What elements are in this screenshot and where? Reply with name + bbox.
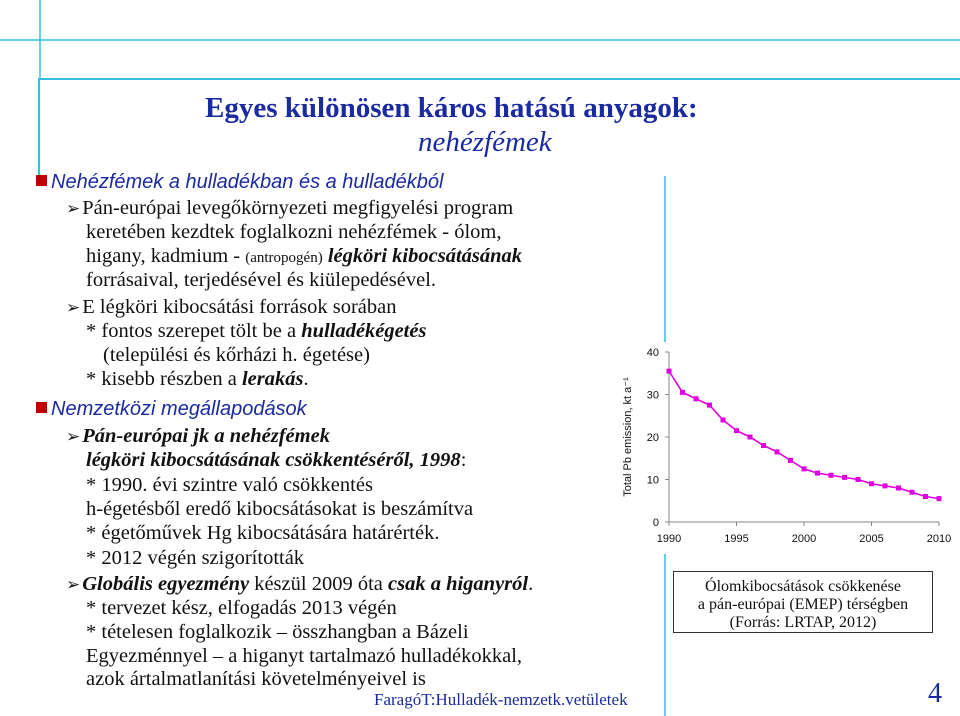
p3-line5: * égetőművek Hg kibocsátására határérték. bbox=[86, 522, 440, 544]
arrow-bullet-icon: ➢ bbox=[66, 298, 81, 318]
y-tick-label: 40 bbox=[646, 347, 659, 359]
section2-heading: Nemzetközi megállapodások bbox=[51, 398, 307, 420]
caption-line1: Ólomkibocsátások csökkenése bbox=[705, 578, 901, 595]
footer-text: FaragóT:Hulladék-nemzetk.vetületek bbox=[374, 690, 628, 709]
square-bullet-icon bbox=[36, 402, 47, 413]
data-point bbox=[937, 496, 942, 501]
data-point bbox=[761, 443, 766, 448]
data-point bbox=[923, 494, 928, 499]
p2-line2: * fontos szerepet tölt be a hulladékégetés bbox=[86, 320, 427, 342]
x-tick-label: 2010 bbox=[926, 533, 952, 545]
y-axis-label: Total Pb emission, kt a⁻¹ bbox=[622, 377, 634, 497]
data-point bbox=[910, 490, 915, 495]
arrow-bullet-icon: ➢ bbox=[66, 199, 81, 219]
data-point bbox=[707, 403, 712, 408]
y-tick-label: 20 bbox=[646, 432, 659, 444]
data-point bbox=[721, 418, 726, 423]
x-tick-label: 1990 bbox=[656, 533, 682, 545]
p4-line4: Egyezménnyel – a higanyt tartalmazó hulladékokkal, bbox=[86, 645, 523, 667]
p1-line2: keretében kezdtek foglalkozni nehézfémek - ólom, bbox=[86, 221, 502, 243]
p3-line3: * 1990. évi szintre való csökkentés bbox=[86, 474, 373, 496]
section1-heading-row bbox=[36, 171, 444, 193]
data-point bbox=[869, 481, 874, 486]
data-point bbox=[694, 396, 699, 401]
chart-svg bbox=[617, 342, 957, 554]
p4-line3: * tételesen foglalkozik – összhangban a Bázeli bbox=[86, 621, 469, 643]
page-number: 4 bbox=[928, 678, 942, 709]
data-point bbox=[680, 390, 685, 395]
slide-title: Egyes különösen káros hatású anyagok: bbox=[205, 92, 698, 124]
slide-subtitle: nehézfémek bbox=[418, 126, 552, 158]
data-point bbox=[775, 449, 780, 454]
data-point bbox=[815, 471, 820, 476]
p3-line6: * 2012 végén szigorították bbox=[86, 547, 305, 569]
y-tick-label: 10 bbox=[646, 474, 659, 487]
pb-emission-chart bbox=[617, 342, 957, 554]
data-point bbox=[829, 473, 834, 478]
p4-line5: azok ártalmatlanítási követelményeivel is bbox=[86, 668, 426, 690]
x-tick-label: 2005 bbox=[859, 533, 884, 545]
data-point bbox=[734, 428, 739, 433]
p2-line4: * kisebb részben a lerakás. bbox=[86, 368, 309, 390]
x-tick-label: 2000 bbox=[791, 533, 817, 545]
p2-line1: ➢E légköri kibocsátási források sorában bbox=[66, 296, 397, 318]
p3-line4: h-égetésből eredő kibocsátásokat is beszámítva bbox=[86, 498, 474, 520]
data-point bbox=[802, 466, 807, 471]
data-point bbox=[748, 435, 753, 440]
arrow-bullet-icon: ➢ bbox=[66, 427, 81, 447]
p4-line2: * tervezet kész, elfogadás 2013 végén bbox=[86, 597, 397, 619]
p1-line4: forrásaival, terjedésével és kiülepedésével. bbox=[86, 269, 437, 291]
square-bullet-icon bbox=[36, 175, 47, 186]
section1-heading: Nehézfémek a hulladékban és a hulladékból bbox=[51, 171, 444, 193]
p3-line2: légköri kibocsátásának csökkentéséről, 1998: bbox=[86, 449, 467, 471]
data-point bbox=[788, 458, 793, 463]
x-tick-label: 1995 bbox=[724, 533, 749, 545]
p4-line1: ➢Globális egyezmény készül 2009 óta csak a higanyról. bbox=[66, 573, 534, 595]
data-point bbox=[896, 486, 901, 491]
chart-caption-box bbox=[673, 571, 933, 633]
caption-line2: a pán-európai (EMEP) térségben bbox=[697, 596, 909, 613]
data-point bbox=[842, 475, 847, 480]
caption-line3: (Forrás: LRTAP, 2012) bbox=[729, 614, 877, 631]
data-point bbox=[856, 477, 861, 482]
data-point bbox=[667, 369, 672, 374]
y-tick-label: 0 bbox=[652, 517, 659, 529]
p1-line3: higany, kadmium - (antropogén) légköri kibocsátásának bbox=[86, 245, 523, 267]
arrow-bullet-icon: ➢ bbox=[66, 575, 81, 595]
y-tick-label: 30 bbox=[646, 389, 659, 402]
p1-line1: ➢Pán-európai levegőkörnyezeti megfigyelési program bbox=[66, 197, 514, 219]
p2-line3: (települési és kőrházi h. égetése) bbox=[103, 344, 370, 366]
p3-line1: ➢Pán-európai jk a nehézfémek bbox=[66, 425, 330, 447]
data-point bbox=[883, 483, 888, 488]
section2-heading-row bbox=[36, 398, 307, 420]
